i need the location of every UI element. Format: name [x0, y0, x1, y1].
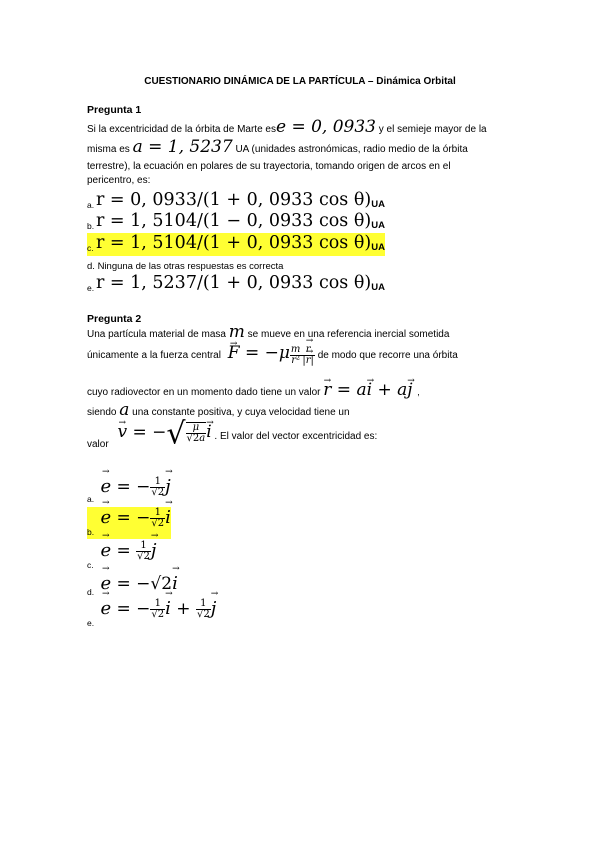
q2-option-c[interactable]	[87, 540, 157, 570]
option-unit: UA	[371, 282, 385, 293]
option-unit: UA	[371, 220, 385, 231]
q1-text: misma es	[87, 144, 130, 155]
option-label: e.	[87, 618, 95, 628]
option-unit: UA	[371, 199, 385, 210]
q2-text: siendo	[87, 407, 117, 418]
question-2-heading: Pregunta 2	[87, 313, 142, 325]
q1-line-2	[87, 137, 468, 157]
q2-text: Una partícula material de masa	[87, 329, 226, 340]
radius-vector-formula: → r = a→ i + a→ j	[323, 380, 417, 399]
q2-text: una constante positiva, y cuya velocidad tiene un	[132, 407, 350, 418]
option-label: a.	[87, 494, 95, 504]
q1-text: Si la excentricidad de la órbita de Marte es	[87, 124, 276, 135]
option-label: b.	[87, 527, 95, 537]
option-equation: r = 1, 5104/(1 − 0, 0933 cos θ)	[96, 211, 372, 231]
q2-text: . El valor del vector excentricidad es:	[214, 431, 378, 442]
option-text: Ninguna de las otras respuestas es correcta	[97, 261, 284, 272]
option-equation: → e = − $\frac{1}{√2}$ → i	[100, 507, 170, 527]
q2-text: se mueve en una referencia inercial sometida	[247, 329, 450, 340]
option-label: c.	[87, 560, 94, 570]
q2-line-1	[87, 322, 450, 342]
q1-option-e[interactable]	[87, 273, 385, 296]
q1-line-4: pericentro, es:	[87, 175, 151, 186]
q1-text: y el semieje mayor de la	[378, 124, 487, 135]
option-equation: r = 1, 5237/(1 + 0, 0933 cos θ)	[96, 273, 372, 293]
constant-a-symbol: a	[119, 400, 130, 420]
q2-line-2	[87, 345, 458, 366]
q2-text: cuyo radiovector en un momento dado tiene un valor	[87, 387, 321, 398]
q2-line-5	[87, 416, 378, 461]
document-title: CUESTIONARIO DINÁMICA DE LA PARTÍCULA – Dinámica Orbital	[144, 76, 456, 87]
q1-line-3: terrestre), la ecuación en polares de su trayectoria, tomando origen de arcos en el	[87, 161, 451, 172]
velocity-formula: → v = −√ $\frac{\mu}{√2a}$ → i	[117, 422, 211, 444]
option-label: b.	[87, 221, 95, 231]
q1-option-b[interactable]	[87, 211, 385, 234]
mass-symbol: m	[228, 322, 245, 342]
semimajor-axis-value: a = 1, 5237	[132, 137, 233, 157]
q1-text: UA (unidades astronómicas, radio medio de la órbita	[235, 144, 468, 155]
q2-text: únicamente a la fuerza central	[87, 350, 221, 362]
option-equation: → e = $\frac{1}{√2}$ → j	[100, 540, 156, 560]
option-equation: → e = −√2→ i	[100, 573, 177, 593]
option-label: c.	[87, 243, 94, 253]
option-label: d.	[87, 261, 95, 272]
option-equation: r = 1, 5104/(1 + 0, 0933 cos θ)	[96, 233, 372, 253]
q1-option-c-highlighted[interactable]	[87, 233, 385, 256]
option-label: e.	[87, 283, 95, 293]
option-equation: r = 0, 0933/(1 + 0, 0933 cos θ)	[96, 190, 372, 210]
option-equation: → e = − $\frac{1}{√2}$ → i + $\frac{1}{√2}$ → j	[100, 598, 216, 618]
option-equation: → e = − $\frac{1}{√2}$ → j	[100, 476, 170, 496]
q2-text: valor	[87, 439, 109, 450]
q2-option-e[interactable]	[87, 598, 216, 630]
q1-option-d[interactable]	[87, 259, 283, 274]
eccentricity-value: e = 0, 0933	[276, 117, 376, 137]
q1-line-1	[87, 117, 487, 137]
q2-text: de modo que recorre una órbita	[317, 350, 458, 362]
q1-option-a[interactable]	[87, 190, 385, 213]
option-unit: UA	[371, 242, 385, 253]
option-label: a.	[87, 200, 95, 210]
question-1-heading: Pregunta 1	[87, 104, 142, 116]
option-label: d.	[87, 587, 95, 597]
q2-line-3: cuyo radiovector en un momento dado tiene un valor → r = a→ i + a→ j ,	[87, 382, 420, 400]
force-formula: → F = −μ $\frac{m}{\text{r²}}$ → $\frac{r}{|\to r|}$	[228, 345, 315, 366]
